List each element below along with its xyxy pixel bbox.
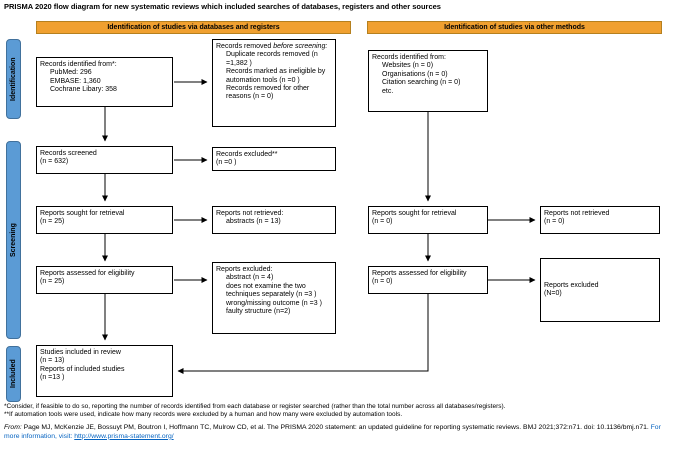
box-title: Reports assessed for eligibility [372,270,467,277]
exclusion-item: does not examine the two techniques separately (n =3 ) [226,282,317,299]
footnote-automation: **If automation tools were used, indicate how many records were excluded by a human and how many were excluded by automation tools. [4,411,403,418]
box-count: (N=0) [544,290,562,297]
box-reports-sought-databases [36,206,173,234]
box-count: (n =13 ) [40,374,65,382]
box-reports-excluded-databases [212,262,336,334]
removal-item: Records marked as ineligible by automation tools (n =0 ) [226,68,326,84]
source-item: EMBASE: 1,360 [50,77,101,85]
prisma-statement-link[interactable]: http://www.prisma-statement.org/ [74,432,174,440]
box-count: (n = 25) [40,278,65,286]
citation-more-info: For more information, visit: [4,424,661,440]
box-count: (n = 0) [544,218,565,226]
stage-label-included: Included [6,346,21,402]
column-header-other-methods-label: Identification of studies via other methods [444,24,585,31]
source-item: Websites (n = 0) [382,62,434,70]
box-title: Records screened [40,150,97,157]
box-title: Reports sought for retrieval [40,210,125,217]
exclusion-item: faulty structure (n=2) [226,307,291,315]
box-reports-assessed-other [368,266,488,294]
exclusion-item: abstract (n = 4) [226,274,274,282]
source-item: Cochrane Libary: 358 [50,86,117,94]
box-records-identified-databases [36,57,173,107]
source-item: Organisations (n = 0) [382,70,448,78]
citation-from-label: From: [4,424,22,431]
page-title: PRISMA 2020 flow diagram for new systematic reviews which included searches of databases, registers and other sources [4,2,441,11]
box-count: (n = 25) [40,218,65,226]
box-records-screened [36,146,173,174]
box-count: (n = 632) [40,158,69,166]
stage-label-identification: Identification [6,39,21,119]
box-reports-not-retrieved-databases [212,206,336,234]
box-count: (n = 0) [372,218,393,226]
footnote-consider: *Consider, if feasible to do so, reporting the number of records identified from each database or register searched (rather than the total number across all databases/registers). [4,403,506,410]
exclusion-item: wrong/missing outcome (n =3 ) [226,299,322,307]
box-reports-assessed-databases [36,266,173,294]
box-title: Records excluded** [216,151,278,158]
box-title: Reports excluded: [216,266,273,273]
box-title: Reports assessed for eligibility [40,270,135,277]
box-reports-excluded-other [540,258,660,322]
box-records-removed-before-screening [212,39,336,127]
box-count: (n = 0) [372,278,393,286]
box-reports-sought-other [368,206,488,234]
box-title: Records identified from: [372,54,446,61]
box-reports-not-retrieved-other [540,206,660,234]
box-title-emphasis: before screening: [273,43,328,50]
source-item: PubMed: 296 [50,69,92,77]
box-records-excluded [212,147,336,171]
box-title: Reports not retrieved [544,210,610,217]
box-title-text: Records removed [216,43,274,50]
box-studies-included [36,345,173,397]
column-header-other-methods [367,21,662,34]
removal-item: Records removed for other reasons (n = 0) [226,84,310,101]
column-header-databases-label: Identification of studies via databases and registers [107,24,280,31]
removal-item: Duplicate records removed (n =1,382 ) [226,51,318,67]
box-count: (n =0 ) [216,159,237,167]
stage-label-screening: Screening [6,141,21,339]
box-records-identified-other [368,50,488,112]
box-title: Reports sought for retrieval [372,210,457,217]
box-title: Studies included in review [40,349,121,356]
citation-text: Page MJ, McKenzie JE, Bossuyt PM, Boutron I, Hoffmann TC, Mulrow CD, et al. The PRISMA 2020 statement: an updated guideline for reporting systematic reviews. BMJ 2021;372:n71. doi: 10.1136/bmj.n71. [21,424,651,431]
box-title: Records identified from*: [40,61,117,68]
box-title: Reports excluded [544,281,599,289]
box-count: (n = 13) [40,357,65,365]
box-title: Reports of included studies [40,365,125,373]
box-title: Reports not retrieved: [216,210,284,217]
source-item: etc. [382,87,394,95]
citation [4,424,676,442]
source-item: Citation searching (n = 0) [382,79,461,87]
box-count: abstracts (n = 13) [226,218,281,226]
box-title [216,43,332,51]
column-header-databases [36,21,351,34]
